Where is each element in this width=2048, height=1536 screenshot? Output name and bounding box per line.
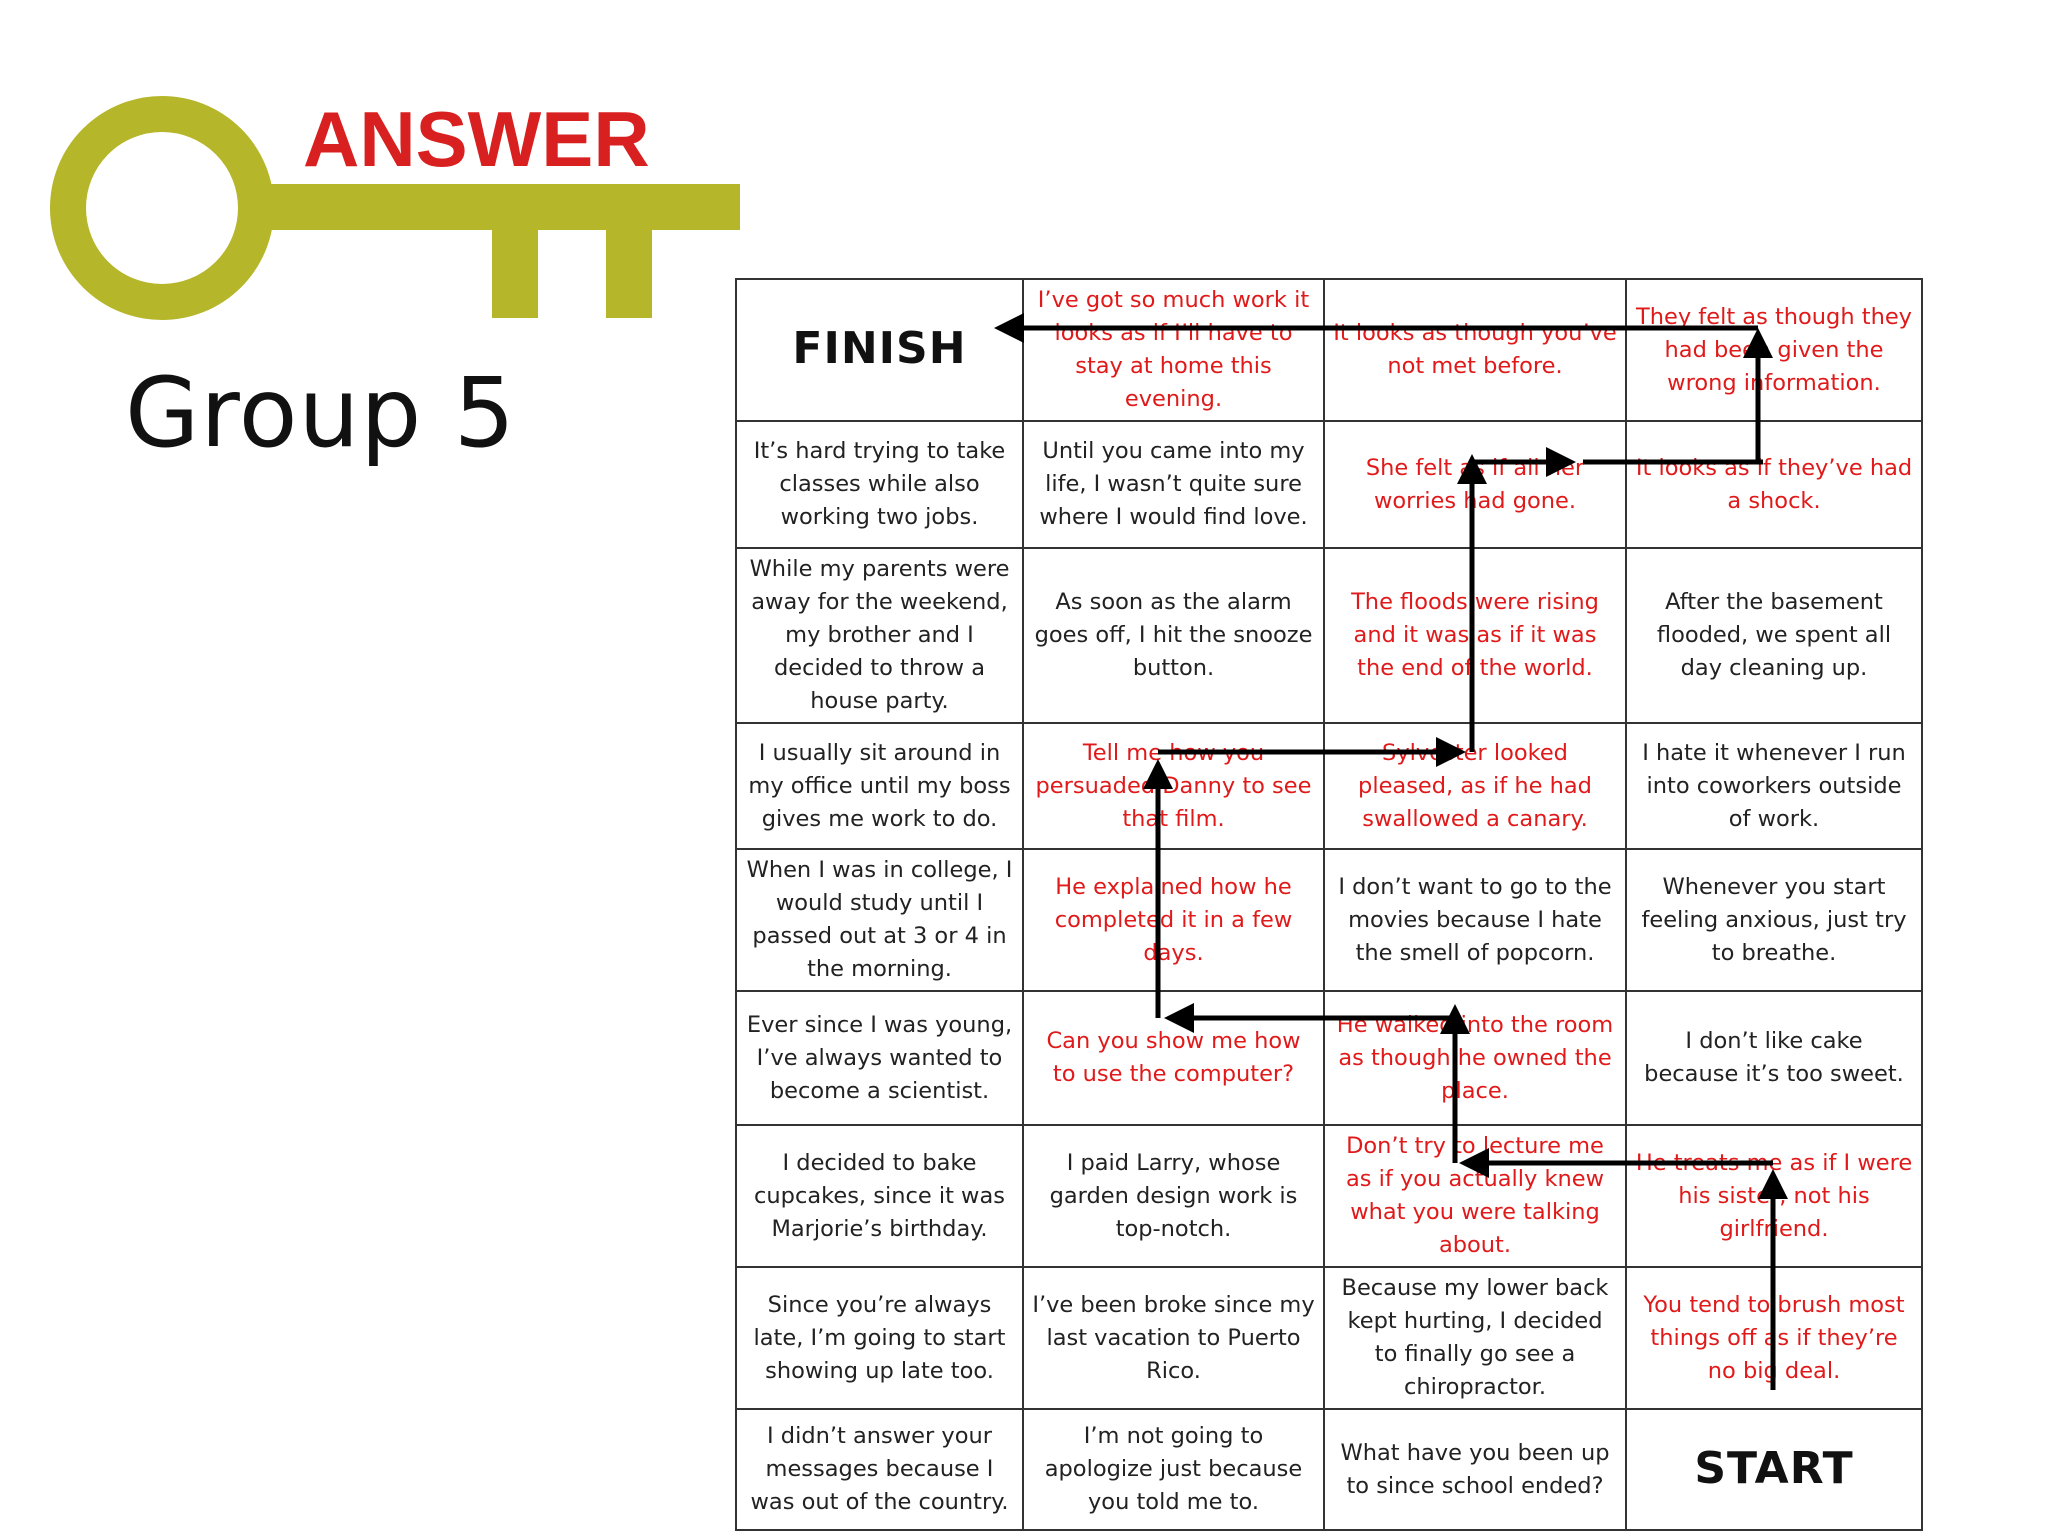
cell-sentence: He explained how he completed it in a few days. <box>1054 873 1293 966</box>
board-cell <box>736 1125 1023 1267</box>
board-cell <box>1023 991 1324 1125</box>
cell-sentence: When I was in college, I would study until I passed out at 3 or 4 in the morning. <box>746 857 1013 982</box>
board-row <box>736 849 1922 991</box>
board-cell <box>1324 849 1626 991</box>
cell-sentence: After the basement flooded, we spent all day cleaning up. <box>1656 589 1892 681</box>
board-cell <box>1324 991 1626 1125</box>
board-row <box>736 1267 1922 1409</box>
cell-sentence: Whenever you start feeling anxious, just try to breathe. <box>1641 873 1907 966</box>
board-cell <box>1626 849 1922 991</box>
board-row <box>736 279 1922 421</box>
board-row <box>736 1409 1922 1530</box>
cell-sentence: I’m not going to apologize just because you told me to. <box>1044 1423 1303 1515</box>
board-cell <box>1324 723 1626 849</box>
board-cell <box>1626 723 1922 849</box>
board-cell <box>1626 991 1922 1125</box>
board-cell <box>1626 1125 1922 1267</box>
cell-sentence: What have you been up to since school ended? <box>1340 1439 1610 1499</box>
board-cell <box>1023 1125 1324 1267</box>
cell-sentence: I usually sit around in my office until my boss gives me work to do. <box>748 739 1011 832</box>
board-row <box>736 548 1922 723</box>
board-cell <box>736 548 1023 723</box>
board-cell <box>736 991 1023 1125</box>
board-row <box>736 991 1922 1125</box>
board-cell <box>1626 279 1922 421</box>
cell-sentence: I’ve been broke since my last vacation to Puerto Rico. <box>1032 1291 1315 1384</box>
answer-key-logo <box>40 80 750 340</box>
cell-sentence: You tend to brush most things off as if they’re no big deal. <box>1643 1291 1905 1384</box>
board-cell <box>1023 1267 1324 1409</box>
cell-sentence: It looks as though you’ve not met before. <box>1333 320 1617 379</box>
cell-sentence: Since you’re always late, I’m going to start showing up late too. <box>753 1291 1006 1384</box>
cell-sentence: Don’t try to lecture me as if you actually knew what you were talking about. <box>1345 1133 1604 1258</box>
board-cell <box>1626 1267 1922 1409</box>
board-cell <box>1023 1409 1324 1530</box>
answer-logo-text: ANSWER <box>303 95 650 183</box>
board-cell <box>736 1409 1023 1530</box>
game-board <box>735 278 1923 1531</box>
board-cell <box>1324 279 1626 421</box>
cell-sentence: Ever since I was young, I’ve always wanted to become a scientist. <box>746 1011 1013 1104</box>
board-cell <box>736 421 1023 548</box>
board-cell <box>1324 548 1626 723</box>
cell-sentence: They felt as though they had been given the wrong information. <box>1635 303 1912 396</box>
board-cell <box>1023 421 1324 548</box>
cell-sentence: I don’t want to go to the movies because I hate the smell of popcorn. <box>1338 873 1612 966</box>
cell-sentence: Until you came into my life, I wasn’t quite sure where I would find love. <box>1039 438 1308 530</box>
board-row <box>736 723 1922 849</box>
cell-sentence: Sylvester looked pleased, as if he had swallowed a canary. <box>1358 739 1592 832</box>
cell-sentence: I didn’t answer your messages because I was out of the country. <box>750 1423 1009 1515</box>
cell-sentence: Because my lower back kept hurting, I decided to finally go see a chiropractor. <box>1341 1275 1609 1400</box>
cell-sentence: As soon as the alarm goes off, I hit the snooze button. <box>1034 589 1313 681</box>
board-cell <box>1626 421 1922 548</box>
cell-sentence: I paid Larry, whose garden design work is top-notch. <box>1049 1149 1298 1242</box>
board-cell <box>1626 548 1922 723</box>
board-cell <box>1324 1125 1626 1267</box>
cell-sentence: She felt as if all her worries had gone. <box>1365 454 1585 514</box>
board-cell <box>1324 1409 1626 1530</box>
board-row <box>736 421 1922 548</box>
board-cell <box>1023 548 1324 723</box>
board-cell <box>736 1267 1023 1409</box>
cell-sentence: While my parents were away for the weekend, my brother and I decided to throw a house party. <box>749 556 1010 714</box>
cell-sentence: I hate it whenever I run into coworkers outside of work. <box>1642 739 1906 832</box>
board-cell <box>1023 849 1324 991</box>
board-cell <box>1324 1267 1626 1409</box>
board-cell <box>1626 1409 1922 1530</box>
board-cell <box>1023 279 1324 421</box>
cell-sentence: Tell me how you persuaded Danny to see that film. <box>1035 739 1312 832</box>
cell-sentence: Can you show me how to use the computer? <box>1046 1028 1301 1087</box>
board-cell <box>1324 421 1626 548</box>
cell-sentence: He walked into the room as though he owned the place. <box>1336 1011 1614 1104</box>
board-cell <box>736 279 1023 421</box>
group-title: Group 5 <box>125 357 516 469</box>
board-row <box>736 1125 1922 1267</box>
cell-sentence: It looks as if they’ve had a shock. <box>1635 454 1913 514</box>
cell-sentence: I decided to bake cupcakes, since it was Marjorie’s birthday. <box>754 1149 1005 1242</box>
board-cell <box>736 849 1023 991</box>
board-cell <box>736 723 1023 849</box>
finish-label: FINISH <box>792 323 967 374</box>
cell-sentence: He treats me as if I were his sister, not his girlfriend. <box>1635 1149 1913 1242</box>
board-cell <box>1023 723 1324 849</box>
cell-sentence: It’s hard trying to take classes while also working two jobs. <box>753 438 1006 530</box>
cell-sentence: The floods were rising and it was as if it was the end of the world. <box>1351 589 1599 681</box>
cell-sentence: I don’t like cake because it’s too sweet. <box>1644 1028 1904 1087</box>
cell-sentence: I’ve got so much work it looks as if I’ll have to stay at home this evening. <box>1037 287 1310 412</box>
start-label: START <box>1694 1442 1854 1494</box>
